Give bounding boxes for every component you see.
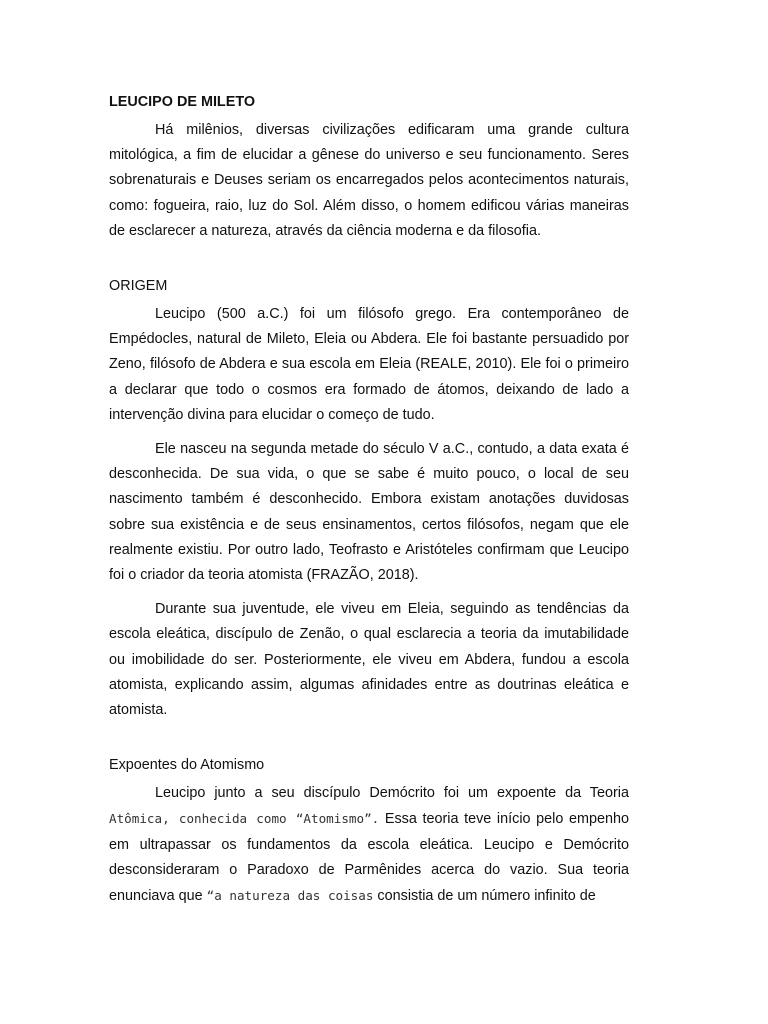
origem-paragraph-3: Durante sua juventude, ele viveu em Eleia, seguindo as tendências da escola eleática, discípulo de Zenão, o qual esclarecia a teoria da imutabilidade ou imobilidade do ser. Posteriormente, ele viveu em Abdera, fundou a escola atomista, explicando assim, algumas afinidades entre as doutrinas eleática e atomista. [109,601,629,719]
section-heading-origem: ORIGEM [109,278,168,295]
intro-paragraph: Há milênios, diversas civilizações edificaram uma grande cultura mitológica, a fim de elucidar a gênese do universo e seu funcionamento. Seres sobrenaturais e Deuses seriam os encarregados pelos acontecimentos naturais, como: fogueira, raio, luz do Sol. Além disso, o homem edificou várias maneiras de esclarecer a natureza, através da ciência moderna e da filosofia. [109,122,629,239]
section-heading-expoentes: Expoentes do Atomismo [109,757,265,774]
expoentes-text-a: Leucipo junto a seu discípulo Demócrito foi um expoente da Teoria [155,785,629,802]
origem-paragraph-2: Ele nasceu na segunda metade do século V a.C., contudo, a data exata é desconhecida. De sua vida, o que se sabe é muito pouco, o local de seu nascimento também é desconhecido. Embora existam anotações duvidosas sobre sua existência e de seus ensinamentos, certos filósofos, negam que ele realmente existiu. Por outro lado, Teofrasto e Aristóteles confirmam que Leucipo foi o criador da teoria atomista (FRAZÃO, 2018). [109,441,629,584]
document-title: LEUCIPO DE MILETO [109,94,256,110]
expoentes-text-c: Essa teoria teve início pelo empenho em ultrapassar os fundamentos da escola eleática. Leucipo e Demócrito desconsideraram o Paradoxo de Parmênides acerca do vazio. Sua teoria enunciava que [109,811,629,905]
expoentes-text-e: consistia de um número infinito de [373,888,596,905]
origem-paragraph-1: Leucipo (500 a.C.) foi um filósofo grego. Era contemporâneo de Empédocles, natural de Mileto, Eleia ou Abdera. Ele foi bastante persuadido por Zeno, filósofo de Abdera e sua escola em Eleia (REALE, 2010). Ele foi o primeiro a declarar que todo o cosmos era formado de átomos, deixando de lado a intervenção divina para elucidar o começo de tudo. [109,306,629,423]
document-page [109,92,629,909]
expoentes-paragraph-1 [109,781,629,909]
expoentes-quote-atomismo: Atômica, conhecida como “Atomismo”. [109,811,380,827]
expoentes-quote-natureza: “a natureza das coisas [206,888,374,904]
